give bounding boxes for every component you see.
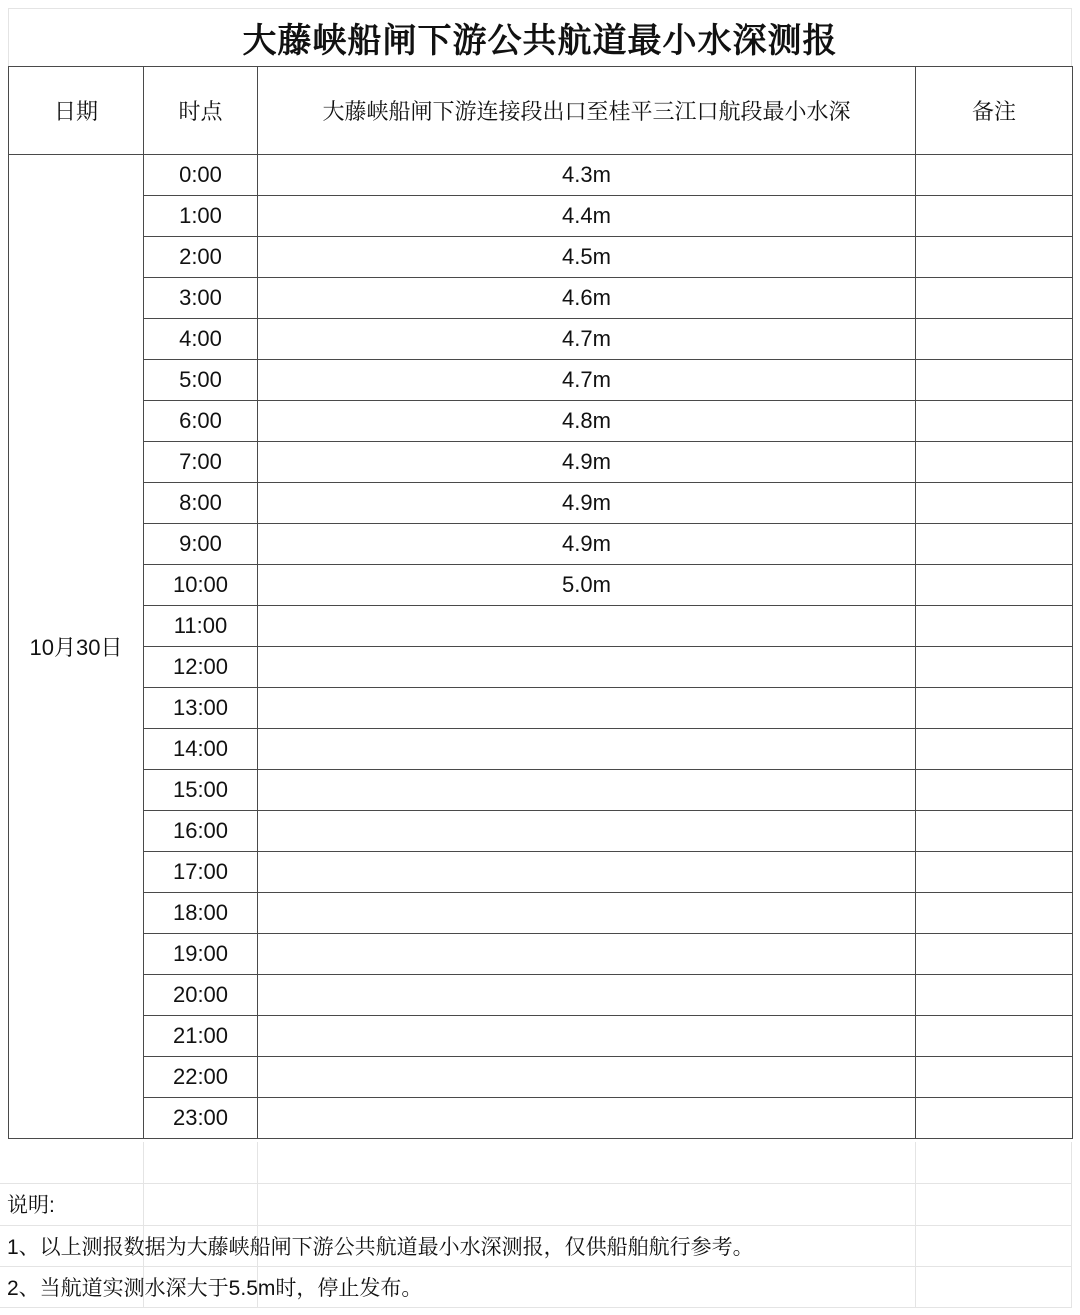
- table-row: [9, 442, 1073, 483]
- depth-cell: 4.4m: [258, 196, 916, 237]
- depth-cell: 4.8m: [258, 401, 916, 442]
- table-row: [9, 196, 1073, 237]
- time-cell: 18:00: [144, 893, 258, 934]
- note-line-2: 2、当航道实测水深大于5.5m时，停止发布。: [7, 1276, 423, 1300]
- time-cell: 12:00: [144, 647, 258, 688]
- column-header-time: 时点: [144, 67, 258, 155]
- depth-cell: [258, 1016, 916, 1057]
- depth-cell: [258, 688, 916, 729]
- depth-cell: [258, 770, 916, 811]
- table-row: [9, 319, 1073, 360]
- column-header-depth: 大藤峡船闸下游连接段出口至桂平三江口航段最小水深: [258, 67, 916, 155]
- remark-cell: [916, 401, 1073, 442]
- time-cell: 1:00: [144, 196, 258, 237]
- remark-cell: [916, 729, 1073, 770]
- time-cell: 23:00: [144, 1098, 258, 1139]
- table-row: [9, 606, 1073, 647]
- depth-table: [8, 66, 1073, 1139]
- depth-cell: 4.3m: [258, 155, 916, 196]
- table-row: [9, 811, 1073, 852]
- depth-cell: 4.7m: [258, 319, 916, 360]
- remark-cell: [916, 360, 1073, 401]
- table-row: [9, 237, 1073, 278]
- remark-cell: [916, 483, 1073, 524]
- time-cell: 5:00: [144, 360, 258, 401]
- depth-cell: [258, 893, 916, 934]
- remark-cell: [916, 1016, 1073, 1057]
- remark-cell: [916, 647, 1073, 688]
- remark-cell: [916, 975, 1073, 1016]
- table-row: [9, 729, 1073, 770]
- table-row: [9, 524, 1073, 565]
- time-cell: 22:00: [144, 1057, 258, 1098]
- depth-cell: 5.0m: [258, 565, 916, 606]
- time-cell: 14:00: [144, 729, 258, 770]
- time-cell: 9:00: [144, 524, 258, 565]
- notes-label: 说明:: [7, 1194, 55, 1217]
- remark-cell: [916, 606, 1073, 647]
- remark-cell: [916, 155, 1073, 196]
- time-cell: 3:00: [144, 278, 258, 319]
- remark-cell: [916, 565, 1073, 606]
- remark-cell: [916, 1098, 1073, 1139]
- table-row: [9, 1098, 1073, 1139]
- table-row: [9, 934, 1073, 975]
- depth-cell: 4.5m: [258, 237, 916, 278]
- remark-cell: [916, 237, 1073, 278]
- depth-cell: 4.9m: [258, 483, 916, 524]
- remark-cell: [916, 1057, 1073, 1098]
- remark-cell: [916, 319, 1073, 360]
- table-row: [9, 647, 1073, 688]
- depth-cell: [258, 934, 916, 975]
- table-row: [9, 893, 1073, 934]
- time-cell: 19:00: [144, 934, 258, 975]
- note-line-1: 1、以上测报数据为大藤峡船闸下游公共航道最小水深测报，仅供船舶航行参考。: [7, 1235, 754, 1259]
- time-cell: 10:00: [144, 565, 258, 606]
- remark-cell: [916, 934, 1073, 975]
- remark-cell: [916, 811, 1073, 852]
- date-cell: 10月30日: [9, 155, 144, 1139]
- remark-cell: [916, 524, 1073, 565]
- remark-cell: [916, 278, 1073, 319]
- remark-cell: [916, 893, 1073, 934]
- depth-cell: [258, 1057, 916, 1098]
- table-row: [9, 770, 1073, 811]
- depth-cell: [258, 647, 916, 688]
- depth-cell: [258, 1098, 916, 1139]
- time-cell: 16:00: [144, 811, 258, 852]
- time-cell: 4:00: [144, 319, 258, 360]
- remark-cell: [916, 770, 1073, 811]
- remark-cell: [916, 852, 1073, 893]
- column-header-remark: 备注: [916, 67, 1073, 155]
- depth-cell: [258, 811, 916, 852]
- depth-cell: [258, 729, 916, 770]
- time-cell: 6:00: [144, 401, 258, 442]
- time-cell: 11:00: [144, 606, 258, 647]
- time-cell: 8:00: [144, 483, 258, 524]
- table-row: [9, 278, 1073, 319]
- table-row: [9, 565, 1073, 606]
- column-header-date: 日期: [9, 67, 144, 155]
- depth-table-body: [9, 155, 1073, 1139]
- table-row: [9, 155, 1073, 196]
- table-row: [9, 360, 1073, 401]
- remark-cell: [916, 196, 1073, 237]
- table-row: [9, 1057, 1073, 1098]
- notes-section: [0, 1142, 1072, 1308]
- remark-cell: [916, 442, 1073, 483]
- depth-cell: 4.7m: [258, 360, 916, 401]
- depth-table-header: [9, 67, 1073, 155]
- table-row: [9, 483, 1073, 524]
- report-title: 大藤峡船闸下游公共航道最小水深测报: [8, 8, 1072, 66]
- time-cell: 15:00: [144, 770, 258, 811]
- time-cell: 2:00: [144, 237, 258, 278]
- time-cell: 0:00: [144, 155, 258, 196]
- depth-cell: [258, 606, 916, 647]
- table-row: [9, 688, 1073, 729]
- depth-cell: [258, 975, 916, 1016]
- table-row: [9, 852, 1073, 893]
- depth-cell: 4.9m: [258, 442, 916, 483]
- depth-cell: 4.6m: [258, 278, 916, 319]
- header-row: [9, 67, 1073, 155]
- table-row: [9, 1016, 1073, 1057]
- table-row: [9, 401, 1073, 442]
- time-cell: 21:00: [144, 1016, 258, 1057]
- depth-cell: [258, 852, 916, 893]
- table-row: [9, 975, 1073, 1016]
- remark-cell: [916, 688, 1073, 729]
- time-cell: 17:00: [144, 852, 258, 893]
- time-cell: 7:00: [144, 442, 258, 483]
- time-cell: 13:00: [144, 688, 258, 729]
- depth-cell: 4.9m: [258, 524, 916, 565]
- gridline-horizontal: [0, 1307, 1072, 1308]
- time-cell: 20:00: [144, 975, 258, 1016]
